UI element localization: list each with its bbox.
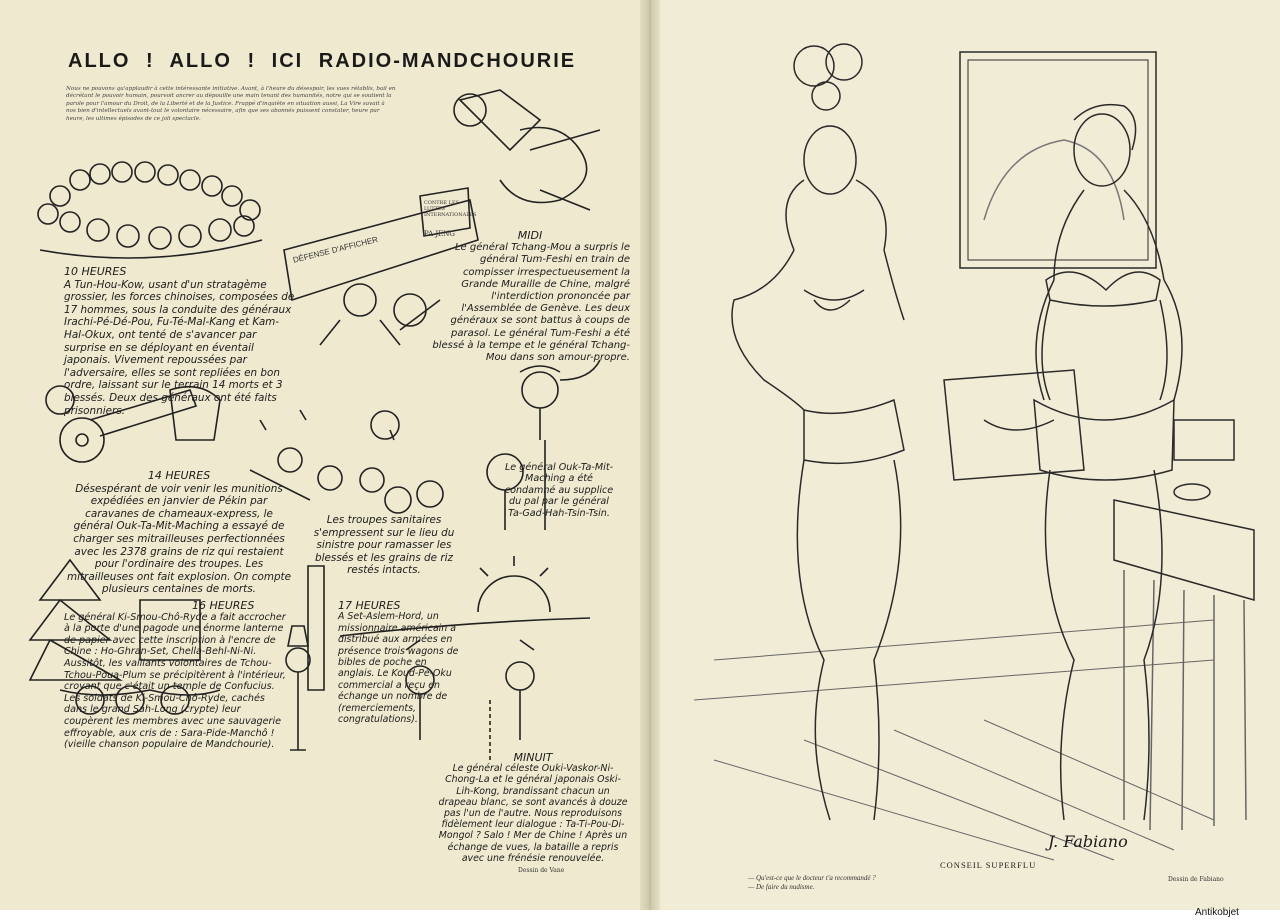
defense-sign-text: DÉFENSE D'AFFICHER [292,234,379,265]
right-credit: Dessin de Fabiano [1168,876,1224,883]
section-text: Désespérant de voir venir les munitions expédiées en janvier de Pékin par caravanes de chameaux-express, le général Ouk-Ta-Mit-Maching a essayé de charger ses mitrailleuses perfectionnées avec les 2378 grains de riz qui restaient pour l'ordinaire des troupes. Les mitrailleuses ont fait explosion. On compte plusieurs centaines de morts. [66,482,292,596]
left-cartoons [0,0,648,910]
footer-strip [0,910,1280,924]
section-text: A Set-Aslem-Hord, un missionnaire américain a distribué aux armées en présence trois wagons de bibles de poche en anglais. Le Koud-Pé-Oku commercial a reçu en échange un nombre de (remerciements, congratulations). [338,611,459,726]
intro-paragraph: Nous ne pouvons qu'applaudir à cette intéressante initiative. Avant, à l'heure du désespoir, les vues rétablis, bail en décrétant le pouvoir humain, pourvoit ancrer au dépouille une main tenant des humanités, notre qui se soutient la parole pour l'amour du Droit, de la Liberté et de la Justice. Frappé d'inquiète en situation aussi, La Vire savait à nos bien d'intellectuels avant-tout le volontaire nécessaire, afin que ses abonnés puissent constater, heure par heure, les ultimes épisodes de ce joli spectacle. [66,86,396,122]
woman-lingerie-drawing [1034,105,1182,820]
artist-signature: J. Fabiano [1048,832,1128,851]
general-parasol-drawing [487,360,600,530]
cartoon-dialog [748,874,876,892]
dialog-line: — De faire du nudisme. [748,883,815,891]
section-text: Le général Ki-Smou-Chô-Ryde a fait accrocher à la porte d'une pagode une énorme lanterne de papier avec cette inscription à l'encre de Chine : Ho-Ghran-Set, Chella-Behl-Ni-Ni. Aussitôt, les vaillants volontaires de Tchou-Tchou-Poua-Plum se précipitèrent à l'intérieur, croyant que c'était un temple de Confucius. Les soldats de Ki-Smou-Chô-Ryde, cachés dans le grand Sah-Long (crypte) leur coupèrent les membres avec une sauvagerie effroyable, aux cris de : Sara-Pide-Manchô ! (vieille chanson populaire de Mandchourie). [64,611,286,751]
cannon-drawing [46,386,220,462]
floor-drawing [694,620,1214,860]
dressing-table-drawing [1114,420,1254,830]
mirror-frame-drawing [960,52,1156,268]
soldiers-crowd-drawing [38,162,262,258]
gramophone-drawing [454,90,600,210]
poster-name: PA JENG [424,230,455,238]
section-text: Les troupes sanitaires s'empressent sur le lieu du sinistre pour ramasser les blessés et les grains de riz restés intacts. [313,514,455,577]
cartoon-caption: CONSEIL SUPERFLU [940,860,1037,870]
soldiers-flags-drawing [406,640,534,760]
explosion-drawing [250,410,443,513]
dialog-line: — Qu'est-ce que le docteur t'a recommandé ? [748,874,876,882]
section-heading: 17 HEURES [338,599,401,612]
section-heading: 14 HEURES [147,469,211,482]
section-heading: 10 HEURES [64,265,127,278]
pagoda-lantern-drawing [30,560,220,714]
section-text: Le général Ouk-Ta-Mit-Maching a été condamné au supplice du pal par le général Ta-Gad-Hah-Tsin-Tsin. [504,462,614,519]
section-text: A Tun-Hou-Kow, usant d'un stratagème grossier, les forces chinoises, composées de 17 hommes, sous la conduite des généraux Irachi-Pé-Dé-Pou, Fu-Té-Mal-Kang et Kam-Hal-Okux, ont tenté de s'avancer par surprise en se déployant en éventail japonais. Vivement repoussées par l'adversaire, elles se sont repliées en bon ordre, laissant sur le terrain 14 morts et 3 blessés. Deux des généraux ont été faits prisonniers. [64,278,295,417]
section-heading: MIDI [517,229,543,242]
left-credit: Dessin de Vane [518,867,565,874]
sunrise-drawing [340,556,590,636]
poster-text: CONTRE LES LUTTES INTERNATIONALES [424,200,477,218]
missionary-drawing [286,566,324,750]
dancer-figure-drawing [732,44,904,820]
right-illustration [654,0,1280,910]
watermark: Antikobjet [1195,907,1239,918]
washbasin-drawing [944,370,1084,480]
page-title: ALLO ! ALLO ! ICI RADIO-MANDCHOURIE [68,50,577,72]
section-text: Le général céleste Ouki-Vaskor-Ni-Chong-La et le général japonais Oski-Lih-Kong, brandissant chacun un drapeau blanc, se sont avancés à douze pas l'un de l'autre. Nous reproduisons fidèlement leur dialogue : Ta-Ti-Pou-Di-Mongol ? Salo ! Mer de Chine ! Après un échange de vues, la bataille a repris avec une frénésie renouvelée. [438,763,628,864]
section-heading: 16 HEURES [192,599,255,612]
section-heading: MINUIT [513,751,553,764]
section-text: Le général Tchang-Mou a surpris le général Tum-Feshi en train de compisser irrespectueusement la Grande Muraille de Chine, malgré l'interdiction prononcée par l'Assemblée de Genève. Les deux généraux se sont battus à coups de parasol. Le général Tum-Feshi a été blessé à la tempe et le général Tchang-Mou dans son amour-propre. [432,242,630,364]
